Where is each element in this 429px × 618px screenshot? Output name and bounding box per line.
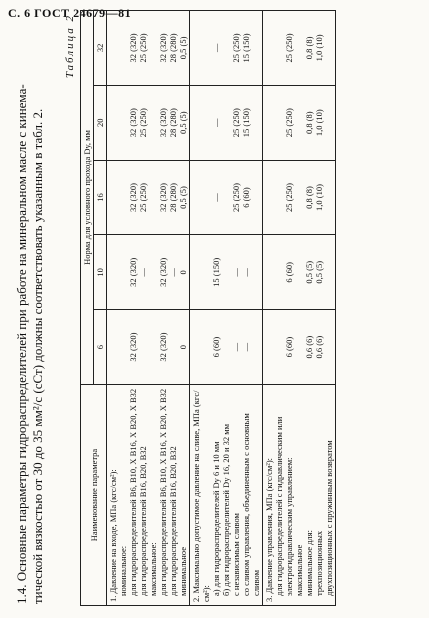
value-line	[274, 238, 284, 306]
value-line	[148, 313, 158, 381]
value-line	[118, 89, 128, 157]
value-line: 0,5 (5)	[178, 111, 188, 135]
value-line: 6 (60)	[241, 187, 251, 208]
value-line	[221, 238, 231, 306]
value-line	[108, 89, 118, 157]
value-line: 25 (250)	[138, 108, 148, 138]
value-line	[264, 164, 274, 232]
value-line	[264, 313, 274, 381]
value-cell	[190, 160, 263, 235]
value-line: 0,8 (8)	[304, 111, 314, 135]
value-line	[294, 313, 304, 381]
value-line: 25 (250)	[138, 33, 148, 63]
param-line: 1. Давление на входе, МПа (кгс/см²):	[108, 469, 118, 602]
value-line	[108, 164, 118, 232]
value-cell	[107, 310, 190, 385]
value-line: 32 (320)	[158, 108, 168, 138]
value-line	[274, 313, 284, 381]
value-line: 0	[178, 270, 188, 275]
value-line: —	[231, 342, 241, 352]
value-line: 25 (250)	[138, 182, 148, 213]
value-line	[168, 313, 178, 381]
rotated-page-content	[10, 6, 420, 610]
param-line: минимальное	[178, 547, 188, 596]
param-line: для гидрораспределителей В16, В20, В32	[168, 446, 178, 596]
value-line	[191, 238, 201, 306]
value-line: 0,6 (6)	[304, 335, 314, 359]
value-line: 6 (60)	[284, 336, 294, 358]
param-line: а) для гидрораспределителей Dу 6 и 10 мм	[211, 441, 221, 596]
value-line: 32 (320)	[128, 108, 138, 138]
param-line: для гидрораспределителей с гидравлическим или электрогидравлическим управлением:	[274, 416, 294, 596]
value-line: 25 (250)	[284, 182, 294, 213]
param-line: со сливом управления, объединенным с основным сливом	[241, 413, 261, 596]
value-line: 1,0 (10)	[314, 34, 324, 62]
value-line: 6 (60)	[284, 262, 294, 283]
value-line: 28 (280)	[168, 33, 178, 63]
value-line: 0,8 (8)	[304, 36, 314, 60]
value-cell	[107, 11, 190, 86]
value-cell	[190, 235, 263, 310]
value-cell	[263, 160, 336, 235]
value-line	[108, 238, 118, 306]
param-line: для гидрораспределителей В6, В10, Х В16, Х В20, Х В32	[158, 388, 168, 596]
intro-paragraph	[14, 9, 46, 604]
value-line	[201, 313, 211, 381]
param-line: 2. Максимально допустимое давление на сливе, МПа (кгс/см²):	[191, 390, 211, 602]
value-line	[108, 14, 118, 82]
value-line: 25 (250)	[284, 108, 294, 138]
value-line	[118, 164, 128, 232]
value-line: 32 (320)	[128, 257, 138, 287]
value-line: 32 (320)	[158, 257, 168, 287]
intro-line-1: 1.4. Основные параметры гидрораспределителей при работе на минеральном масле с кинема-	[14, 84, 29, 604]
value-cell	[107, 235, 190, 310]
value-cell	[263, 310, 336, 385]
value-line: 32 (320)	[158, 332, 168, 362]
value-line	[118, 313, 128, 381]
value-line: 25 (250)	[231, 182, 241, 213]
value-line: 15 (150)	[241, 33, 251, 63]
value-line: —	[231, 268, 241, 277]
table-row	[107, 11, 190, 606]
table-row	[263, 11, 336, 606]
value-cell	[107, 160, 190, 235]
value-line: 0	[178, 344, 188, 350]
value-line: 32 (320)	[128, 33, 138, 63]
table-row	[190, 11, 263, 606]
value-cell	[190, 85, 263, 160]
value-line	[221, 313, 231, 381]
param-line: номинальное:	[118, 545, 128, 596]
value-line	[138, 313, 148, 381]
param-line: максимальное	[294, 544, 304, 596]
value-cell	[107, 85, 190, 160]
value-line: 25 (250)	[231, 33, 241, 63]
value-line: 0,6 (6)	[314, 335, 324, 359]
param-line: 3. Давление управления, МПа (кгс/см²):	[264, 457, 274, 602]
value-cell	[263, 235, 336, 310]
value-line: —	[211, 193, 221, 202]
value-line: 0,8 (8)	[304, 186, 314, 209]
value-line: —	[241, 342, 251, 352]
value-line: —	[168, 268, 178, 277]
value-line	[221, 14, 231, 82]
value-line	[294, 164, 304, 232]
value-line: —	[211, 118, 221, 127]
value-line	[264, 89, 274, 157]
value-line	[274, 89, 284, 157]
value-line	[191, 164, 201, 232]
head-norm: Норма для условного прохода Dу, мм	[81, 11, 94, 385]
value-cell	[190, 11, 263, 86]
value-line	[118, 238, 128, 306]
value-line	[148, 14, 158, 82]
param-cell	[263, 385, 336, 606]
parameters-table	[80, 10, 336, 606]
value-line: 28 (280)	[168, 108, 178, 138]
table-body	[107, 11, 336, 606]
value-line: 0,5 (5)	[314, 260, 324, 284]
value-line	[264, 238, 274, 306]
value-line	[108, 313, 118, 381]
head-size: 32	[94, 11, 107, 86]
value-line	[191, 14, 201, 82]
param-line: для гидрораспределителей В16, В20, В32	[138, 446, 148, 596]
head-size: 20	[94, 85, 107, 160]
value-line: 32 (320)	[158, 33, 168, 63]
value-line: 15 (150)	[211, 257, 221, 287]
value-cell	[263, 11, 336, 86]
value-line	[294, 89, 304, 157]
head-size: 6	[94, 310, 107, 385]
value-line: 28 (280)	[168, 182, 178, 213]
value-line: 0,5 (5)	[178, 186, 188, 209]
value-line: —	[138, 268, 148, 277]
value-line: 25 (250)	[231, 108, 241, 138]
value-line	[201, 164, 211, 232]
value-line: 1,0 (10)	[314, 184, 324, 211]
value-line: —	[241, 268, 251, 277]
value-line	[201, 238, 211, 306]
value-line	[191, 313, 201, 381]
value-line	[191, 89, 201, 157]
value-line: —	[211, 43, 221, 53]
head-size: 16	[94, 160, 107, 235]
value-line	[148, 89, 158, 157]
value-cell	[263, 85, 336, 160]
intro-line-2: тической вязкостью от 30 до 35 мм²/с (сСт) должны соответствовать указанным в табл. 2.	[30, 108, 45, 604]
value-line	[118, 14, 128, 82]
table-caption: Таблица 2	[64, 14, 76, 79]
value-line: 15 (150)	[241, 108, 251, 138]
value-line	[201, 89, 211, 157]
value-line	[294, 14, 304, 82]
value-line: 0,5 (5)	[178, 36, 188, 60]
value-line: 0,5 (5)	[304, 260, 314, 284]
value-line: 6 (60)	[211, 336, 221, 358]
value-line	[148, 238, 158, 306]
page-header: С. 6 ГОСТ 24679—81	[8, 6, 132, 20]
param-line: максимальное:	[148, 542, 158, 596]
value-line: 32 (320)	[128, 332, 138, 362]
value-line	[221, 164, 231, 232]
value-line	[274, 14, 284, 82]
value-line	[294, 238, 304, 306]
value-line	[148, 164, 158, 232]
value-line	[221, 89, 231, 157]
head-param: Наименование параметра	[81, 385, 107, 606]
value-line: 32 (320)	[158, 182, 168, 213]
value-cell	[190, 310, 263, 385]
value-line	[274, 164, 284, 232]
param-line: двухпозиционных с пружинным возвратом	[324, 440, 334, 596]
value-line: 25 (250)	[284, 33, 294, 63]
value-line	[264, 14, 274, 82]
param-line: трехпозиционных	[314, 530, 324, 596]
param-line: с независимым сливом	[231, 513, 241, 596]
param-line: б) для гидрораспределителей Dу 16, 20 и 32 мм	[221, 423, 231, 596]
head-size: 10	[94, 235, 107, 310]
param-cell	[190, 385, 263, 606]
value-line: 32 (320)	[128, 182, 138, 213]
value-line: 1,0 (10)	[314, 109, 324, 137]
param-line: минимальное для:	[304, 530, 314, 596]
param-line: для гидрораспределителей В6, В10, Х В16, Х В20, Х В32	[128, 388, 138, 596]
param-cell	[107, 385, 190, 606]
value-line	[201, 14, 211, 82]
